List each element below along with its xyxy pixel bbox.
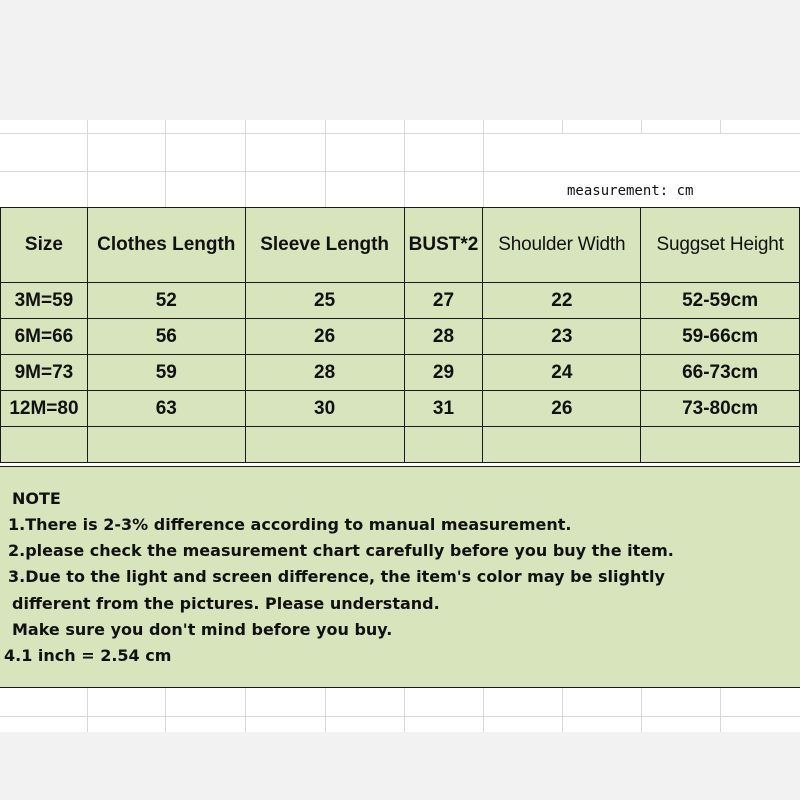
gridline [0,716,800,717]
table-cell: 66-73cm [641,355,800,391]
notes-title: NOTE [12,489,61,508]
gridline [483,688,484,732]
gridline [720,120,721,134]
table-cell: 28 [404,319,483,355]
table-cell: 26 [483,391,641,427]
header-cell: BUST*2 [404,208,483,283]
gridline [165,688,166,732]
table-cell: 29 [404,355,483,391]
table-header-row [1,208,800,283]
table-row [1,355,800,391]
empty-cell [641,427,800,463]
table-cell: 73-80cm [641,391,800,427]
table-cell: 30 [245,391,404,427]
empty-cell [483,427,641,463]
header-cell: Suggset Height [641,208,800,283]
note-line: 4.1 inch = 2.54 cm [4,646,172,665]
gridline [325,120,326,207]
table-row [1,283,800,319]
empty-cell [404,427,483,463]
table-cell: 26 [245,319,404,355]
empty-table-row [1,427,800,463]
table-cell: 23 [483,319,641,355]
note-line: 3.Due to the light and screen difference, the item's color may be slightly [8,567,665,586]
header-cell: Clothes Length [87,208,245,283]
gridline [404,120,405,207]
header-cell: Size [1,208,88,283]
gridline [165,120,166,207]
table-cell: 28 [245,355,404,391]
gridline [720,688,721,732]
notes-box [0,466,800,688]
table-cell: 3M=59 [1,283,88,319]
header-cell: Shoulder Width [483,208,641,283]
gridline [562,120,563,134]
empty-cell [245,427,404,463]
empty-cell [87,427,245,463]
gridline [562,688,563,732]
note-line: Make sure you don't mind before you buy. [12,620,393,639]
header-cell: Sleeve Length [245,208,404,283]
table-cell: 31 [404,391,483,427]
empty-cell [1,427,88,463]
gridline [325,688,326,732]
note-line: 2.please check the measurement chart carefully before you buy the item. [8,541,674,560]
table-cell: 24 [483,355,641,391]
gridline [0,133,800,134]
size-chart-table [0,207,800,463]
table-row [1,391,800,427]
gridline [404,688,405,732]
table-cell: 6M=66 [1,319,88,355]
table-row [1,319,800,355]
gridline [641,688,642,732]
gridline [87,120,88,207]
note-line: different from the pictures. Please understand. [12,594,440,613]
table-cell: 9M=73 [1,355,88,391]
measurement-unit-label: measurement: cm [567,183,694,199]
table-cell: 59-66cm [641,319,800,355]
table-cell: 25 [245,283,404,319]
table-cell: 59 [87,355,245,391]
gridline [641,120,642,134]
gridline [483,120,484,207]
gridline [87,688,88,732]
table-cell: 56 [87,319,245,355]
table-cell: 52 [87,283,245,319]
table-cell: 63 [87,391,245,427]
table-cell: 27 [404,283,483,319]
table-cell: 22 [483,283,641,319]
table-cell: 52-59cm [641,283,800,319]
table-cell: 12M=80 [1,391,88,427]
gridline [245,688,246,732]
gridline [245,120,246,207]
note-line: 1.There is 2-3% difference according to manual measurement. [8,515,572,534]
gridline [0,171,800,172]
